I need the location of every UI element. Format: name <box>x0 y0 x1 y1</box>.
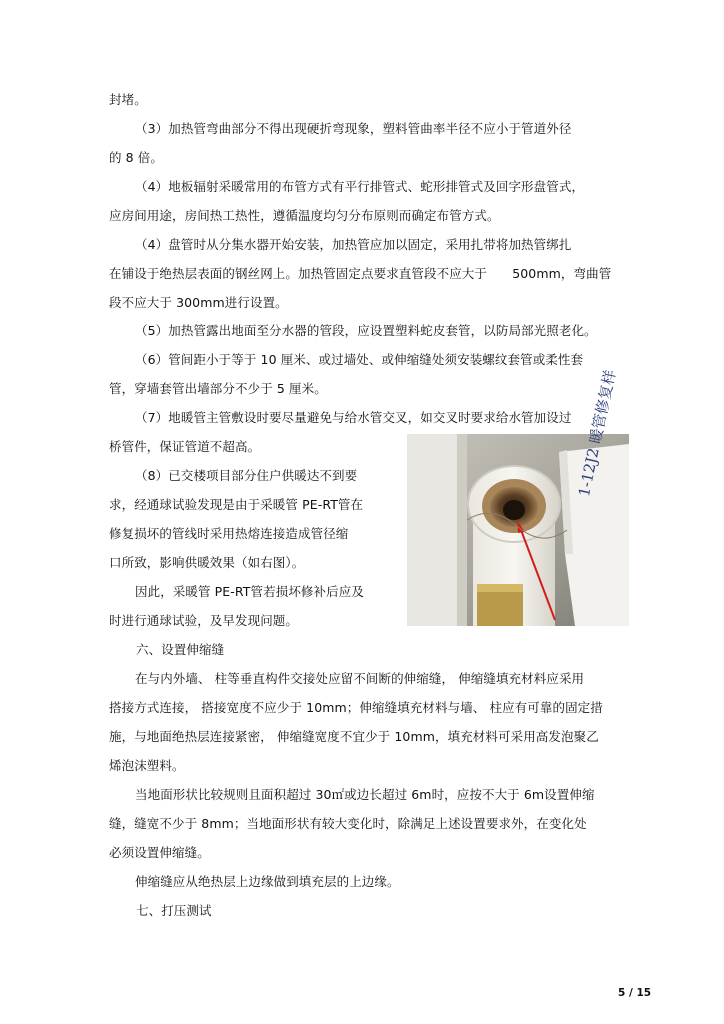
text-line: 口所致，影响供暖效果（如右图）。 <box>109 555 305 570</box>
text-line: 因此，采暖管 PE-RT管若损坏修补后应及 <box>135 584 364 599</box>
text-line: （5）加热管露出地面至分水器的管段，应设置塑料蛇皮套管，以防局部光照老化。 <box>135 323 597 338</box>
text-line: （7）地暖管主管敷设时要尽量避免与给水管交叉，如交叉时要求给水管加设过 <box>135 410 572 425</box>
text-line: （4）盘管时从分集水器开始安装，加热管应加以固定，采用扎带将加热管绑扎 <box>135 237 572 252</box>
text-line: （6）管间距小于等于 10 厘米、或过墙处、或伸缩缝处须安装螺纹套管或柔性套 <box>135 352 584 367</box>
text-line: 管，穿墙套管出墙部分不少于 5 厘米。 <box>109 381 327 396</box>
text-line: 在与内外墙、 柱等垂直构件交接处应留不间断的伸缩缝， 伸缩缝填充材料应采用 <box>135 671 585 686</box>
text-line: 当地面形状比较规则且面积超过 30㎡或边长超过 6m时，应按不大于 6m设置伸缩 <box>135 787 595 802</box>
text-line: 的 8 倍。 <box>109 150 163 165</box>
text-line: （3）加热管弯曲部分不得出现硬折弯现象，塑料管曲率半径不应小于管道外径 <box>135 121 572 136</box>
text-line: 施，与地面绝热层连接紧密， 伸缩缝宽度不宜少于 10mm，填充材料可采用高发泡聚乙 <box>109 729 599 744</box>
text-line: （4）地板辐射采暖常用的布管方式有平行排管式、蛇形排管式及回字形盘管式， <box>135 179 585 194</box>
text-line: 桥管件，保证管道不超高。 <box>109 439 261 454</box>
text-line: 伸缩缝应从绝热层上边缘做到填充层的上边缘。 <box>135 874 400 889</box>
text-line: 缝，缝宽不少于 8mm；当地面形状有较大变化时，除满足上述设置要求外，在变化处 <box>109 816 587 831</box>
text-line: 封堵。 <box>109 92 147 107</box>
text-line: 求，经通球试验发现是由于采暖管 PE-RT管在 <box>109 497 364 512</box>
text-line: 在铺设于绝热层表面的钢丝网上。加热管固定点要求直管段不应大于 500mm，弯曲管 <box>109 266 612 281</box>
text-line: 烯泡沫塑料。 <box>109 758 185 773</box>
text-line: 必须设置伸缩缝。 <box>109 845 210 860</box>
text-line: 段不应大于 300mm进行设置。 <box>109 295 288 310</box>
text-line: 应房间用途，房间热工热性，遵循温度均匀分布原则而确定布管方式。 <box>109 208 500 223</box>
text-line: 搭接方式连接， 搭接宽度不应少于 10mm；伸缩缝填充材料与墙、 柱应有可靠的固定措 <box>109 700 603 715</box>
text-line: 修复损坏的管线时采用热熔连接造成管径缩 <box>109 526 349 541</box>
text-line: （8）已交楼项目部分住户供暖达不到要 <box>135 468 358 483</box>
section-heading: 七、打压测试 <box>136 903 212 918</box>
photo-label-handwriting: 1-12J2 暖管修复样 <box>574 368 620 499</box>
pipe-repair-photo <box>407 368 629 626</box>
page-number: 5 / 15 <box>618 987 652 999</box>
section-heading: 六、设置伸缩缝 <box>136 642 225 657</box>
text-line: 时进行通球试验，及早发现问题。 <box>109 613 299 628</box>
